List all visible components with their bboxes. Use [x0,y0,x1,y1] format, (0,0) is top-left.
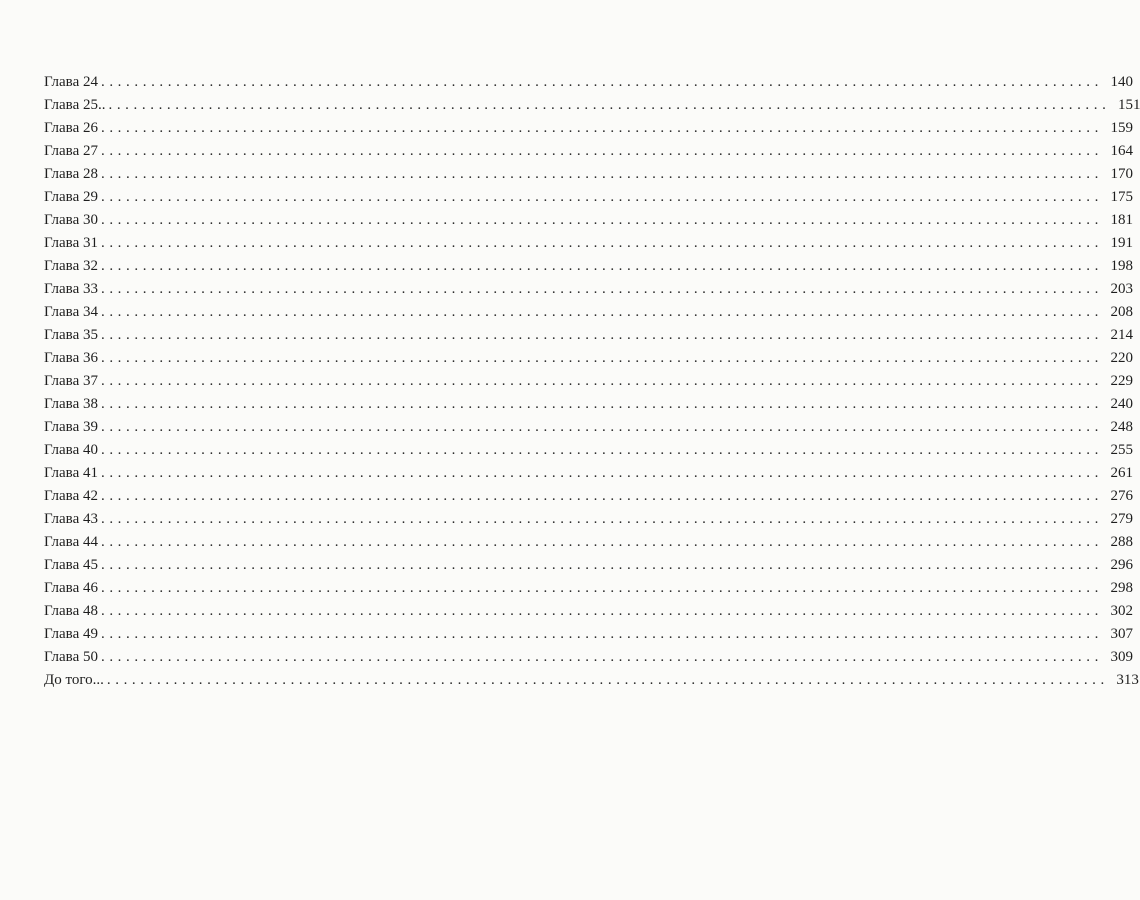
toc-entry [44,301,1133,324]
toc-entry-page-number: 203 [1110,281,1133,297]
dot-leader: ........................................................................................................................ [100,534,1103,550]
toc-entry-title: Глава 50 [44,649,98,665]
toc-entry [44,140,1133,163]
toc-entry-page-number: 313 [1116,672,1139,688]
toc-entry-page-number: 191 [1110,235,1133,251]
dot-leader: ........................................................................................................................ [100,189,1103,205]
toc-entry-title: Глава 30 [44,212,98,228]
dot-leader: ........................................................................................................................ [100,396,1103,412]
dot-leader: ........................................................................................................................ [100,212,1103,228]
toc-entry [44,393,1133,416]
toc-entry [44,324,1133,347]
dot-leader: ........................................................................................................................ [100,258,1103,274]
toc-entry-title: Глава 26 [44,120,98,136]
toc-entry-title: Глава 42 [44,488,98,504]
toc-entry-title: До того... [44,672,104,688]
toc-entry-page-number: 159 [1110,120,1133,136]
toc-entry-title: Глава 46 [44,580,98,596]
dot-leader: ........................................................................................................................ [100,626,1103,642]
toc-entry [44,600,1133,623]
toc-entry-page-number: 198 [1110,258,1133,274]
toc-entry [44,554,1133,577]
toc-entry-title: Глава 38 [44,396,98,412]
dot-leader: ........................................................................................................................ [100,281,1103,297]
toc-entry-title: Глава 33 [44,281,98,297]
toc-entry [44,508,1133,531]
toc-entry [44,71,1133,94]
toc-entry-page-number: 261 [1110,465,1133,481]
toc-entry [44,577,1133,600]
toc-entry [44,347,1133,370]
toc-entry-page-number: 276 [1110,488,1133,504]
toc-entry-title: Глава 34 [44,304,98,320]
toc-entry-page-number: 279 [1110,511,1133,527]
toc-entry-page-number: 248 [1110,419,1133,435]
toc-entry-title: Глава 44 [44,534,98,550]
toc-entry [44,186,1133,209]
toc-entry-page-number: 181 [1110,212,1133,228]
dot-leader: ........................................................................................................................ [100,373,1103,389]
toc-entry-title: Глава 43 [44,511,98,527]
dot-leader: ........................................................................................................................ [108,97,1111,113]
dot-leader: ........................................................................................................................ [100,350,1103,366]
toc-entry-page-number: 302 [1110,603,1133,619]
toc-entry-title: Глава 40 [44,442,98,458]
dot-leader: ........................................................................................................................ [100,120,1103,136]
dot-leader: ........................................................................................................................ [100,304,1103,320]
toc-entry-page-number: 164 [1110,143,1133,159]
toc-entry-page-number: 307 [1110,626,1133,642]
dot-leader: ........................................................................................................................ [100,419,1103,435]
toc-entry-page-number: 298 [1110,580,1133,596]
toc-entry-title: Глава 48 [44,603,98,619]
toc-entry-page-number: 288 [1110,534,1133,550]
toc-entry-page-number: 151 [1117,97,1140,113]
dot-leader: ........................................................................................................................ [100,488,1103,504]
toc-entry-page-number: 255 [1110,442,1133,458]
dot-leader: ........................................................................................................................ [100,603,1103,619]
toc-entry [44,232,1133,255]
toc-entry-page-number: 220 [1110,350,1133,366]
toc-entry-title: Глава 27 [44,143,98,159]
dot-leader: ........................................................................................................................ [100,166,1103,182]
table-of-contents [44,71,1140,692]
toc-entry-page-number: 140 [1110,74,1133,90]
toc-entry [44,531,1133,554]
toc-entry-title: Глава 35 [44,327,98,343]
dot-leader: ........................................................................................................................ [100,327,1103,343]
toc-entry-page-number: 208 [1110,304,1133,320]
toc-entry [44,209,1133,232]
toc-entry-title: Глава 25.. [44,97,106,113]
toc-entry-title: Глава 45 [44,557,98,573]
toc-entry [44,623,1133,646]
toc-entry-title: Глава 24 [44,74,98,90]
toc-entry-page-number: 229 [1110,373,1133,389]
toc-entry [44,163,1133,186]
dot-leader: ........................................................................................................................ [100,649,1103,665]
toc-entry-title: Глава 41 [44,465,98,481]
dot-leader: ........................................................................................................................ [106,672,1109,688]
toc-entry-page-number: 170 [1110,166,1133,182]
toc-entry [44,439,1133,462]
dot-leader: ........................................................................................................................ [100,74,1103,90]
toc-entry-title: Глава 49 [44,626,98,642]
toc-entry-page-number: 214 [1110,327,1133,343]
toc-entry [44,646,1133,669]
dot-leader: ........................................................................................................................ [100,442,1103,458]
toc-entry-title: Глава 28 [44,166,98,182]
dot-leader: ........................................................................................................................ [100,143,1103,159]
toc-entry [44,485,1133,508]
toc-entry-title: Глава 32 [44,258,98,274]
dot-leader: ........................................................................................................................ [100,511,1103,527]
dot-leader: ........................................................................................................................ [100,580,1103,596]
toc-entry [44,669,1139,692]
toc-entry [44,94,1140,117]
toc-entry [44,117,1133,140]
dot-leader: ........................................................................................................................ [100,235,1103,251]
toc-entry-title: Глава 36 [44,350,98,366]
toc-entry-page-number: 309 [1110,649,1133,665]
toc-entry-title: Глава 31 [44,235,98,251]
toc-entry-title: Глава 29 [44,189,98,205]
toc-entry [44,416,1133,439]
toc-entry [44,278,1133,301]
toc-entry-page-number: 240 [1110,396,1133,412]
toc-entry-page-number: 175 [1110,189,1133,205]
toc-entry [44,255,1133,278]
dot-leader: ........................................................................................................................ [100,557,1103,573]
toc-entry-page-number: 296 [1110,557,1133,573]
dot-leader: ........................................................................................................................ [100,465,1103,481]
toc-entry [44,370,1133,393]
toc-entry-title: Глава 39 [44,419,98,435]
toc-entry-title: Глава 37 [44,373,98,389]
toc-entry [44,462,1133,485]
